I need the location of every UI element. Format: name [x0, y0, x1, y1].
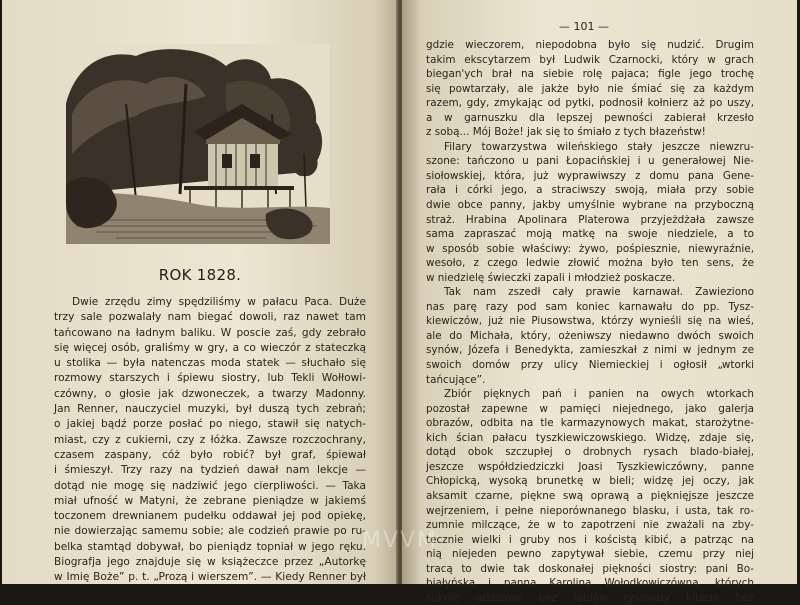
text-line: Tak nam zszedł cały prawie karnawał. Zawieziono [444, 286, 754, 299]
text-line: Chłopicką, wysoką brunetkę w bieli; widzę jej oczy, jak [426, 475, 754, 488]
text-line: suknie atłasowe bez fałdów rysowały kibicie bez [426, 591, 754, 604]
text-line: toczonem drewnianem pudełku oddawał jej pod opiekę, [54, 510, 366, 523]
text-line: zumnie milczące, że w to zapotrzeni nie zważali na zby- [426, 519, 754, 532]
text-line: gdzie wieczorem, niepodobna było się nudzić. Drugim [426, 39, 754, 51]
text-line: wesoło, z czego ledwie złowić można było ten sens, że [426, 257, 754, 270]
text-line: szone: tańczono u pani Łopacińskiej i u generałowej Nie- [426, 155, 754, 168]
text-line: takim ekscytarzem był Ludwik Czarnocki, który w grach [426, 53, 754, 66]
text-line: i śmieszył. Trzy razy na tydzień dawał nam lekcje — [54, 464, 366, 477]
text-line: belka stamtąd dobywał, bo pieniądz topniał w jego ręku. [54, 540, 366, 553]
text-line: dwie obce panny, jakby umyślnie wybrane na przyboczną [426, 199, 754, 212]
text-line: z sobą... Mój Boże! jak się to śmiało z tych błazeństw! [426, 126, 706, 139]
text-line: Filary towarzystwa wileńskiego stały jeszcze niewzru- [444, 140, 754, 153]
text-line: swoich domów przy ulicy Niemieckiej i ogłosił „wtorki [426, 359, 754, 372]
text-line: wejrzeniem, i pełne nieporównanego blasku, i usta, tak ro- [426, 504, 754, 517]
text-line: ale do Michała, który, ożeniwszy niedawno dwóch swoich [426, 329, 754, 342]
text-line: dotąd obok szczupłej o drobnych rysach blado-białej, [426, 446, 754, 459]
text-line: razem, gdy, zmykając od pytki, podnosił kołnierz aż po uszy, [426, 97, 754, 110]
text-line: tańcujące”. [426, 373, 486, 386]
text-line: obrazów, odbita na tle karmazynowych makat, starożytne- [426, 417, 754, 430]
text-line: miał ufność w Matyni, że zebrane pieniądze w jakiemś [54, 494, 366, 507]
text-line: rozmowy starszych i śpiewu siostry, lub Tekli Wołłowi- [54, 372, 366, 385]
text-line: w niedzielę świeczki zapali i młodzież poskacze. [426, 271, 676, 284]
text-line: kich ścian pałacu tyszkiewiczowskiego. Widzę, zdaje się, [426, 431, 754, 444]
engraving-illustration [66, 44, 330, 244]
text-line: rała i córki jego, a straciwszy swoją, miała przy sobie [426, 184, 754, 197]
text-line: Zbiór pięknych pań i panien na owych wtorkach [444, 388, 754, 401]
text-line: nią niejeden pewno zapytywał siebie, czemu przy niej [426, 548, 754, 561]
text-line: sama zapraszać moją matkę na swoje niedziele, a to [426, 228, 754, 241]
text-line: synów, Józefa i Benedykta, zamieszkał z nimi w jednym ze [426, 344, 754, 357]
text-line: tecznie wielki i gruby nos i kościstą kibić, a patrząc na [426, 533, 754, 546]
text-line: biegan'ych brał na siebie rolę pajaca; figle jego trochę [426, 68, 754, 81]
text-line: czasem zaspany, cóż było robić? był graf, śpiewał [54, 448, 366, 461]
text-line: miast, czy z cukierni, czy z łóżka. Zawsze rozczochrany, [54, 433, 366, 446]
text-line: białyńska i panna Karolina Wołodkowiczówna, których [426, 577, 754, 590]
text-line: tańcowano na ładnym baliku. W poscie zaś, gdy zebrało [54, 326, 366, 339]
text-line: o jakiej bądź porze posłać po niego, stawił się natych- [54, 418, 366, 431]
text-line: Jan Renner, nauczyciel muzyki, był duszą tych zebrań; [54, 403, 366, 416]
text-line: Dwie zrzędu zimy spędziliśmy w pałacu Paca. Duże [72, 296, 366, 308]
text-line: u stolika — była natenczas moda statek — słuchało się [54, 357, 366, 370]
text-line: nas parę razy pod sam koniec karnawału do pp. Tysz- [426, 300, 754, 313]
text-line: czówny, o głosie jak dzwoneczek, a twarzy Madonny. [54, 387, 366, 400]
chapter-heading: ROK 1828. [158, 266, 242, 284]
text-line: pozostał zapewne w pamięci niejednego, jako galerja [426, 402, 754, 415]
text-line: się powtarzały, ale jakże było nie śmiać się za każdym [426, 82, 754, 95]
watermark: MVVM [361, 528, 439, 553]
page-number: — 101 — [559, 20, 609, 33]
text-line: się więcej osób, graliśmy w gry, a co wieczór z stateczką [54, 341, 366, 354]
text-line: trzy sale pozwalały nam biegać dowoli, raz nawet tam [54, 311, 366, 324]
text-line: jeszcze współdziedziczki Joasi Tyszkiewiczówny, panne [426, 460, 754, 473]
left-page [2, 0, 398, 584]
text-line: w sposób sobie właściwy: żywo, pośpiesznie, niewyraźnie, [426, 242, 754, 255]
text-line: a w garnuszku dla lepszej pewności zabierał krzesło [426, 111, 754, 124]
text-line: siołowskiej, która, już wyprawiwszy z domu pana Gene- [426, 169, 754, 182]
text-line: w Imię Boże” p. t. „Prozą i wierszem”. — Kiedy Renner był [54, 571, 366, 584]
text-line: kiewiczów, już nie Piusowstwa, którzy wynieśli się na wieś, [426, 315, 754, 328]
right-page [402, 0, 797, 604]
text-line: aksamit czarne, piękne swą oprawą a pięknięjsze jeszcze [426, 489, 754, 502]
text-line: straż. Hrabina Apolinara Platerowa przyjeżdżała zawsze [426, 213, 754, 226]
text-line: tracą to dwie tak doskonałej piękności siostry: pani Bo- [426, 562, 754, 575]
text-line: nie dowierzając samemu sobie; ale codzień prawie po ru- [54, 525, 366, 538]
text-line: Biografja jego znajduje się w książeczce przez „Autorkę [54, 556, 366, 569]
left-page-text [54, 295, 366, 586]
right-page-text [426, 38, 754, 605]
text-line: dotąd nie mogę się nadziwić jego cierpliwości. — Taka [54, 479, 366, 492]
